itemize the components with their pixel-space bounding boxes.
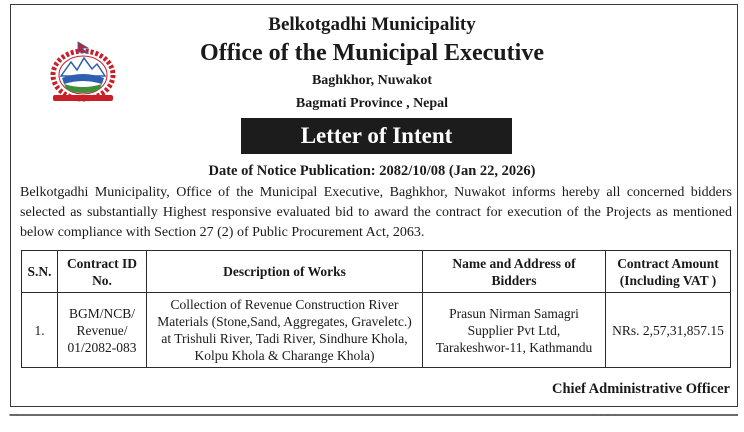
header-bidder-line2: Bidders [491,272,537,288]
header-amount-line1: Contract Amount [617,255,719,271]
crop-mark-left: · · [8,410,20,420]
header-description: Description of Works [147,251,423,293]
office-name: Office of the Municipal Executive [200,40,544,66]
header-bidder [423,251,606,293]
contract-id-line: Revenue/ [76,322,128,338]
header-amount [606,251,731,293]
intro-paragraph: Belkotgadhi Municipality, Office of the Municipal Executive, Baghkhor, Nuwakot informs hereby all concerned bidders selected as substantially Highest responsive evaluated bid to award the contract for execution of the Projects as mentioned below compliance with Section 27 (2) of Public Procurement Act, 2063. [20,185,732,240]
description-line: at Trishuli River, Tadi River, Sindhure Khola, [161,331,408,346]
header-contract-id-line2: No. [92,272,112,288]
header-contract-id-line1: Contract ID [66,255,138,271]
description-line: Collection of Revenue Construction River [170,297,399,312]
cell-amount: NRs. 2,57,31,857.15 [606,293,731,368]
document-title: Letter of Intent [241,118,512,154]
cell-bidder [423,293,606,368]
contract-id-line: 01/2082-083 [67,339,137,355]
cell-contract-id [58,293,147,368]
cell-description [147,293,423,368]
province-line: Bagmati Province , Nepal [295,96,449,111]
contract-table [21,250,731,368]
header-contract-id [58,251,147,293]
bottom-divider [10,414,738,416]
signature-title: Chief Administrative Officer [552,381,730,397]
description-line: Kolpu Khola & Charange Khola) [194,348,375,363]
notice-date: Date of Notice Publication: 2082/10/08 (Jan 22, 2026) [208,163,536,179]
header-sn: S.N. [22,251,58,293]
description-line: Materials (Stone,Sand, Aggregates, Graveletc.) [157,314,412,329]
bidder-line: Prasun Nirman Samagri [449,305,579,321]
municipality-name: Belkotgadhi Municipality [268,14,476,35]
contract-id-line: BGM/NCB/ [68,305,136,321]
cell-sn: 1. [22,293,58,368]
bidder-line: Supplier Pvt Ltd, [467,322,561,338]
bidder-line: Tarakeshwor-11, Kathmandu [435,339,593,355]
header-bidder-line1: Name and Address of [452,255,576,271]
header-amount-line2: (Including VAT ) [619,272,717,288]
table-header-row [22,251,731,293]
office-location: Baghkhor, Nuwakot [311,73,433,88]
table-row [22,293,731,368]
crop-mark-right: · · · [592,410,611,420]
